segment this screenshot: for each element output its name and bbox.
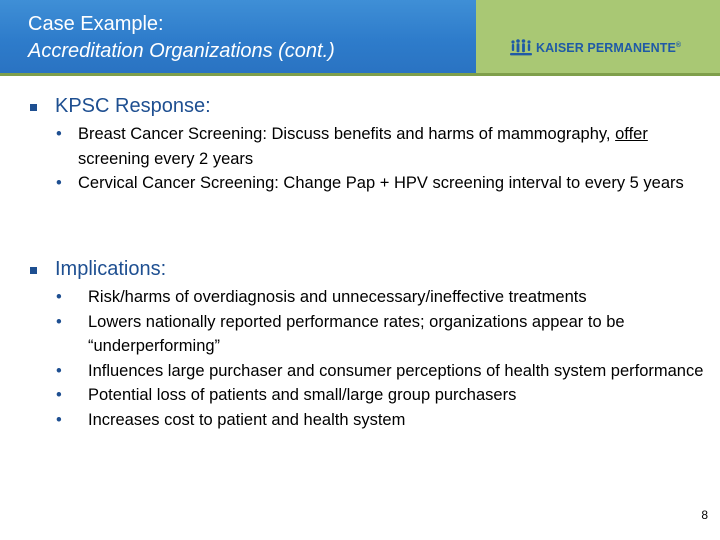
bullet-text: Breast Cancer Screening: Discuss benefits and harms of mammography,	[78, 125, 616, 143]
bullet-dot-icon: •	[56, 361, 62, 380]
list-item	[56, 310, 706, 359]
title-bar	[0, 0, 476, 73]
implications-list	[56, 285, 706, 432]
bullet-dot-icon: •	[56, 288, 62, 306]
header-divider	[0, 73, 720, 76]
logo-panel	[476, 0, 720, 73]
section-heading-implications	[30, 257, 166, 281]
kaiser-permanente-logo	[510, 38, 681, 58]
section-heading-text: KPSC Response:	[55, 95, 211, 117]
bullet-text: Risk/harms of overdiagnosis and unnecessary/ineffective treatments	[88, 288, 587, 306]
slide-title-line2: Accreditation Organizations (cont.)	[28, 40, 335, 62]
bullet-text: Potential loss of patients and small/large group purchasers	[88, 386, 517, 404]
list-item	[56, 122, 696, 171]
bullet-dot-icon: •	[56, 312, 62, 331]
bullet-text: Influences large purchaser and consumer perceptions of health system performance	[88, 361, 704, 380]
bullet-text: Cervical Cancer Screening: Change Pap + HPV screening interval to every 5 years	[78, 174, 684, 192]
bullet-dot-icon: •	[56, 125, 62, 143]
kpsc-response-list	[56, 122, 696, 196]
bullet-text: Lowers nationally reported performance rates; organizations appear to be “underperforming”	[88, 312, 625, 355]
bullet-dot-icon: •	[56, 386, 62, 404]
bullet-dot-icon: •	[56, 174, 62, 192]
list-item	[56, 171, 696, 196]
list-item	[56, 359, 706, 384]
square-bullet-icon	[30, 104, 37, 111]
list-item	[56, 285, 706, 310]
square-bullet-icon	[30, 267, 37, 274]
logo-wordmark: KAISER PERMANENTE®	[536, 41, 682, 55]
list-item	[56, 408, 706, 433]
bullet-text: Increases cost to patient and health system	[88, 410, 406, 429]
page-number: 8	[701, 508, 708, 522]
slide-header	[0, 0, 720, 76]
slide-title-line1: Case Example:	[28, 13, 164, 35]
section-heading-kpsc-response	[30, 94, 211, 118]
bullet-underlined-text: offer	[615, 125, 648, 143]
registered-mark: ®	[675, 41, 682, 49]
people-logo-icon	[510, 39, 532, 57]
bullet-text-end: screening every 2 years	[78, 149, 254, 168]
list-item	[56, 383, 706, 408]
section-heading-text: Implications:	[55, 258, 167, 280]
bullet-dot-icon: •	[56, 410, 62, 429]
